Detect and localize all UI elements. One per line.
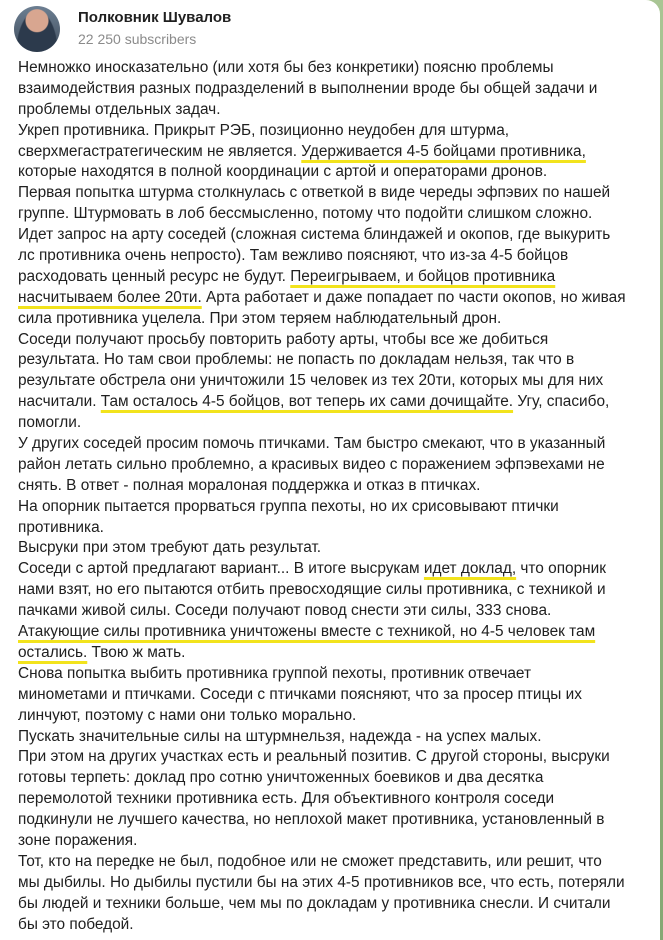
text-segment: сила противника уцелела. При этом теряем наблюдательный дрон.: [18, 309, 502, 327]
highlighted-text: Удерживается 4-5 бойцами противника,: [301, 142, 586, 160]
post-line: [18, 350, 658, 371]
text-segment: Высруки при этом требуют дать результат.: [18, 539, 322, 557]
post-line: [18, 915, 658, 936]
post-line: [18, 392, 658, 413]
post-text: [18, 58, 658, 935]
text-segment: Соседи с артой предлагают вариант... В итоге высрукам: [18, 560, 424, 578]
post-line: [18, 79, 658, 100]
text-segment: проблемы отдельных задач.: [18, 100, 221, 118]
highlighted-text: остались.: [18, 643, 88, 661]
text-segment: бы это победой.: [18, 915, 134, 933]
text-segment: Арта работает и даже попадает по части окопов, но живая: [201, 288, 626, 306]
post-line: [18, 162, 658, 183]
text-segment: Твою ж мать.: [87, 643, 186, 661]
post-line: [18, 121, 658, 142]
post-line: [18, 852, 658, 873]
post-line: [18, 789, 658, 810]
subscriber-count: 22 250 subscribers: [78, 31, 197, 47]
post-line: [18, 622, 658, 643]
text-segment: Угу, спасибо,: [513, 393, 610, 411]
post-line: [18, 601, 658, 622]
text-segment: мы дыбилы. Но дыбилы пустили бы на этих 4-5 противников все, что есть, потеряли: [18, 873, 625, 891]
highlighted-text: Переигрываем, и бойцов противника: [290, 267, 556, 285]
text-segment: Пускать значительные силы на штурмнельзя, надежда - на успех малых.: [18, 727, 542, 745]
text-segment: перемолотой техники противника есть. Для объективного контроля соседи: [18, 790, 555, 808]
text-segment: линчуют, поэтому с нами они только морально.: [18, 706, 357, 724]
text-segment: При этом на других участках есть и реальный позитив. С другой стороны, высруки: [18, 748, 610, 766]
highlighted-text: насчитываем более 20ти.: [18, 288, 202, 306]
text-segment: Соседи получают просьбу повторить работу арты, чтобы все же добиться: [18, 330, 549, 348]
post-line: [18, 747, 658, 768]
post-line: [18, 371, 658, 392]
text-segment: насчитали.: [18, 393, 101, 411]
post-line: [18, 497, 658, 518]
post-line: [18, 894, 658, 915]
highlighted-text: идет доклад,: [423, 560, 517, 578]
post-line: [18, 183, 658, 204]
post-line: [18, 288, 658, 309]
text-segment: противника.: [18, 518, 104, 536]
text-segment: что опорник: [516, 560, 606, 578]
post-line: [18, 727, 658, 748]
post-line: [18, 309, 658, 330]
post-line: [18, 246, 658, 267]
post-line: [18, 225, 658, 246]
post-line: [18, 706, 658, 727]
post-line: [18, 538, 658, 559]
post-line: [18, 643, 658, 664]
text-segment: результата. Но там свои проблемы: не попасть по докладам нельзя, так что в: [18, 351, 575, 369]
text-segment: Снова попытка выбить противника группой пехоты, противник отвечает: [18, 664, 531, 682]
post-line: [18, 580, 658, 601]
post-line: [18, 142, 658, 163]
channel-avatar[interactable]: [14, 6, 60, 52]
post-line: [18, 873, 658, 894]
post-line: [18, 476, 658, 497]
post-line: [18, 455, 658, 476]
post-line: [18, 100, 658, 121]
text-segment: минометами и птичками. Соседи с птичками поясняют, что за просер птицы их: [18, 685, 582, 703]
text-segment: Идет запрос на арту соседей (сложная система блиндажей и окопов, где выкурить: [18, 226, 611, 244]
text-segment: снять. В ответ - полная моралоная поддержка и отказ в птичках.: [18, 476, 481, 494]
post-line: [18, 831, 658, 852]
channel-name[interactable]: Полковник Шувалов: [78, 9, 232, 26]
text-segment: результате обстрела они уничтожили 15 человек из тех 20ти, которых мы для них: [18, 372, 604, 390]
text-segment: которые находятся в полной координации с артой и операторами дронов.: [18, 163, 548, 181]
post-line: [18, 204, 658, 225]
post-line: [18, 518, 658, 539]
text-segment: У других соседей просим помочь птичками. Там быстро смекают, что в указанный: [18, 435, 606, 453]
text-segment: сверхмегастратегическим не является.: [18, 142, 302, 160]
text-segment: подкинули не лучшего качества, но неплохой макет противника, установленный в: [18, 811, 605, 829]
text-segment: готовы терпеть: доклад про сотню уничтоженных боевиков и два десятка: [18, 769, 544, 787]
text-segment: расходовать ценный ресурс не будут.: [18, 267, 291, 285]
post-line: [18, 768, 658, 789]
text-segment: взаимодействия разных подразделений в выполнении вроде бы общей задачи и: [18, 79, 598, 97]
post-line: [18, 559, 658, 580]
highlighted-text: Атакующие силы противника уничтожены вместе с техникой, но 4-5 человек там: [18, 623, 596, 641]
text-segment: нами взят, но его пытаются отбить превосходящие силы противника, с техникой и: [18, 581, 606, 599]
post-line: [18, 413, 658, 434]
text-segment: Немножко иносказательно (или хотя бы без конкретики) поясню проблемы: [18, 59, 554, 76]
text-segment: лс противника очень непросто). Там вежливо поясняют, что из-за 4-5 бойцов: [18, 247, 569, 265]
highlighted-text: Там осталось 4-5 бойцов, вот теперь их сами дочищайте.: [100, 393, 514, 411]
text-segment: Первая попытка штурма столкнулась с ответкой в виде череды эфпэвих по нашей: [18, 184, 611, 202]
text-segment: бы людей и техники больше, чем мы по докладам у противника снесли. И считали: [18, 894, 611, 912]
text-segment: пачками живой силы. Соседи получают повод снести эти силы, 333 снова.: [18, 602, 552, 620]
post-line: [18, 267, 658, 288]
text-segment: Тот, кто на передке не был, подобное или не сможет представить, или решит, что: [18, 852, 602, 870]
post-line: [18, 58, 658, 79]
post-line: [18, 434, 658, 455]
post-line: [18, 664, 658, 685]
text-segment: зоне поражения.: [18, 831, 138, 849]
text-segment: Укреп противника. Прикрыт РЭБ, позиционно неудобен для штурма,: [18, 121, 510, 139]
text-segment: помогли.: [18, 414, 82, 432]
text-segment: На опорник пытается прорваться группа пехоты, но их срисовывают птички: [18, 497, 559, 515]
text-segment: район летать сильно проблемно, а красивых видео с поражением эфпэвехами не: [18, 455, 605, 473]
post-line: [18, 810, 658, 831]
post-line: [18, 330, 658, 351]
text-segment: группе. Штурмовать в лоб бессмысленно, потому что подойти слишком сложно.: [18, 205, 593, 223]
post-line: [18, 685, 658, 706]
